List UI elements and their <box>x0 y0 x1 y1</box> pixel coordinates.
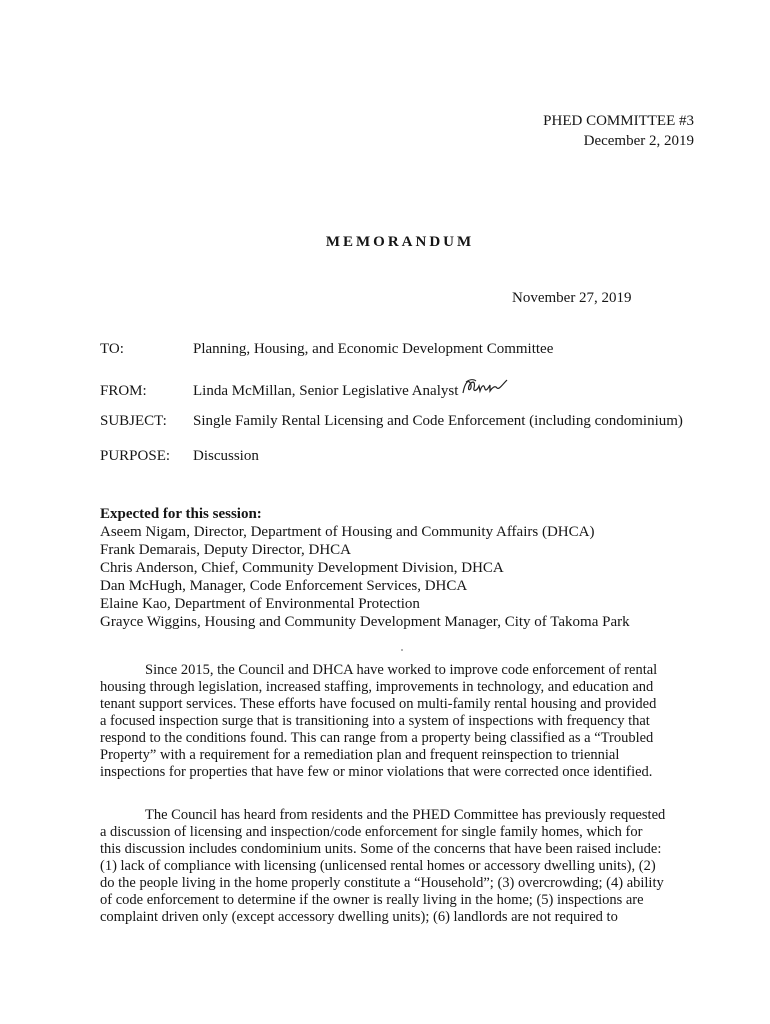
paragraph-line: respond to the conditions found. This can range from a property being classified as a “Troubled <box>100 730 654 746</box>
paragraph-line: The Council has heard from residents and the PHED Committee has previously requested <box>145 807 666 823</box>
attendee: Dan McHugh, Manager, Code Enforcement Services, DHCA <box>100 578 468 594</box>
from-value: Linda McMillan, Senior Legislative Analyst <box>193 383 459 399</box>
committee-label: PHED COMMITTEE #3 <box>543 113 694 129</box>
paragraph-line: of code enforcement to determine if the owner is really living in the home; (5) inspections are <box>100 892 644 908</box>
body-paragraph-2 <box>100 807 685 926</box>
memo-title: MEMORANDUM <box>325 234 475 250</box>
paragraph-line: this discussion includes condominium units. Some of the concerns that have been raised include: <box>100 841 662 857</box>
paragraph-line: (1) lack of compliance with licensing (unlicensed rental homes or accessory dwelling units), (2) <box>100 858 656 874</box>
paragraph-line: tenant support services. These efforts have focused on multi-family rental housing and provided <box>100 696 657 712</box>
attendee: Grayce Wiggins, Housing and Community Development Manager, City of Takoma Park <box>100 614 630 630</box>
attendee: Aseem Nigam, Director, Department of Housing and Community Affairs (DHCA) <box>100 524 595 540</box>
paragraph-line: inspections for properties that have few or minor violations that were corrected once identified. <box>100 764 653 780</box>
to-value: Planning, Housing, and Economic Development Committee <box>193 341 554 357</box>
body-paragraph-1 <box>100 662 685 781</box>
paragraph-line: a focused inspection surge that is transitioning into a system of inspections with frequency that <box>100 713 650 729</box>
purpose-value: Discussion <box>193 448 259 464</box>
to-field <box>100 341 553 358</box>
paragraph-line: Property” with a requirement for a remediation plan and frequent reinspection to triennial <box>100 747 620 763</box>
purpose-field <box>100 448 259 465</box>
meeting-date: December 2, 2019 <box>583 133 694 149</box>
paragraph-line: do the people living in the home properly constitute a “Household”; (3) overcrowding; (4) ability <box>100 875 664 891</box>
attendee: Chris Anderson, Chief, Community Development Division, DHCA <box>100 560 504 576</box>
to-label: TO: <box>100 341 124 357</box>
attendee: Elaine Kao, Department of Environmental Protection <box>100 596 420 612</box>
header-block <box>543 111 694 151</box>
subject-value: Single Family Rental Licensing and Code Enforcement (including condominium) <box>193 413 683 429</box>
paragraph-line: Since 2015, the Council and DHCA have worked to improve code enforcement of rental <box>145 662 658 678</box>
subject-label: SUBJECT: <box>100 413 167 429</box>
from-label: FROM: <box>100 383 147 399</box>
paragraph-line: a discussion of licensing and inspection/code enforcement for single family homes, which for <box>100 824 643 840</box>
subject-field <box>100 413 683 430</box>
purpose-label: PURPOSE: <box>100 448 171 464</box>
paragraph-line: complaint driven only (except accessory dwelling units); (6) landlords are not required to <box>100 909 618 925</box>
paragraph-line: housing through legislation, increased staffing, improvements in technology, and education and <box>100 679 654 695</box>
handwritten-initials-signature <box>460 376 510 398</box>
stray-mark <box>401 649 403 651</box>
attendee: Frank Demarais, Deputy Director, DHCA <box>100 542 352 558</box>
session-heading: Expected for this session: <box>100 506 262 522</box>
from-field <box>100 376 510 400</box>
memo-date: November 27, 2019 <box>512 290 632 306</box>
session-block <box>100 505 630 631</box>
